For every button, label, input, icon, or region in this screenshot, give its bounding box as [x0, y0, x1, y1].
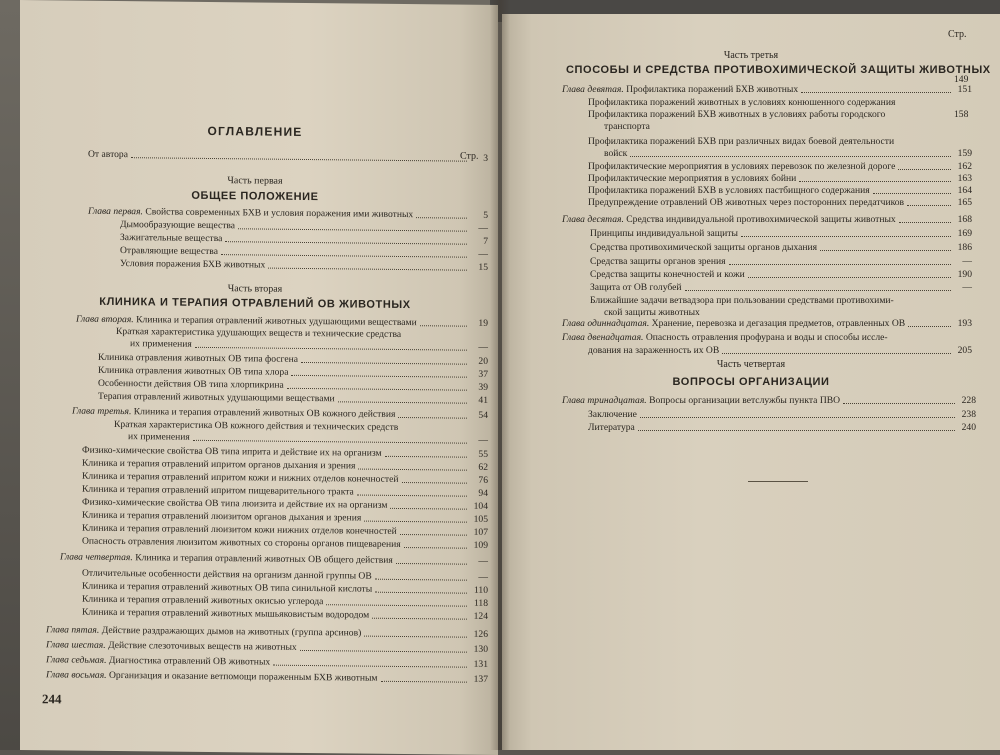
part-label: Часть первая: [227, 175, 283, 187]
toc-chapter[interactable]: дования на зараженность их ОВ 205: [588, 345, 972, 356]
toc-chapter[interactable]: Глава десятая. Средства индивидуальной противохимической защиты животных 168: [562, 214, 972, 225]
toc-entry[interactable]: их применения —: [130, 338, 488, 353]
toc-chapter[interactable]: Глава тринадцатая. Вопросы организации ветслужбы пункта ПВО 228: [562, 395, 976, 406]
toc-entry[interactable]: Профилактические мероприятия в условиях перевозок по железной дороге 162: [588, 161, 972, 172]
toc-entry[interactable]: Особенности действия ОВ типа хлорпикрина 39: [98, 377, 488, 393]
toc-entry[interactable]: Физико-химические свойства ОВ типа иприта и действие их на организм 55: [82, 444, 488, 460]
toc-chapter[interactable]: Глава шестая. Действие слезоточивых веществ на животных 130: [46, 639, 488, 655]
left-page: [20, 0, 498, 755]
toc-entry[interactable]: Литература 240: [588, 422, 976, 433]
toc-page: 158: [954, 109, 969, 120]
toc-entry-line: Ближайшие задачи ветвадзора при пользовании средствами противохими-: [590, 295, 894, 306]
end-rule: [748, 481, 808, 482]
toc-entry[interactable]: Физико-химические свойства ОВ типа люизита и действие их на организм 104: [82, 496, 488, 512]
toc-entry-line: транспорта: [604, 121, 650, 132]
toc-chapter[interactable]: Глава одиннадцатая. Хранение, перевозка и дегазация предметов, отравленных ОВ 193: [562, 318, 972, 329]
toc-entry[interactable]: Отличительные особенности действия на организм данной группы ОВ —: [82, 567, 488, 583]
part-page: 149: [954, 74, 969, 85]
toc-chapter[interactable]: Глава седьмая. Диагностика отравлений ОВ животных 131: [46, 654, 488, 670]
toc-entry[interactable]: Предупреждение отравлений ОВ животных через посторонних передатчиков 165: [588, 197, 972, 208]
toc-entry[interactable]: Средства защиты органов зрения —: [590, 256, 972, 267]
toc-entry[interactable]: Клиника отравления животных ОВ типа фосгена 20: [98, 351, 488, 367]
right-page: [502, 14, 1000, 750]
toc-entry[interactable]: Клиника и терапия отравлений животных ОВ типа синильной кислоты 110: [82, 580, 488, 596]
toc-entry[interactable]: Клиника и терапия отравлений люизитом кожи нижних отделов конечностей 107: [82, 522, 488, 538]
toc-chapter[interactable]: Глава восьмая. Организация и оказание ветпомощи пораженным БХВ животным 137: [46, 669, 488, 685]
page-column-label: Стр.: [948, 29, 967, 40]
toc-entry[interactable]: Профилактические мероприятия в условиях бойни 163: [588, 173, 972, 184]
toc-entry[interactable]: их применения —: [128, 431, 488, 446]
toc-entry[interactable]: Клиника и терапия отравлений люизитом органов дыхания и зрения 105: [82, 509, 488, 525]
toc-entry[interactable]: Принципы индивидуальной защиты 169: [590, 228, 972, 239]
toc-chapter[interactable]: Глава девятая. Профилактика поражений БХВ животных 151: [562, 84, 972, 95]
toc-entry-from-author[interactable]: От автора 3: [88, 148, 488, 164]
toc-entry[interactable]: Условия поражения БХВ животных 15: [120, 258, 488, 273]
part-heading: ОБЩЕЕ ПОЛОЖЕНИЕ: [191, 189, 319, 204]
page-title: ОГЛАВЛЕНИЕ: [207, 123, 303, 139]
toc-entry-line: Профилактика поражений БХВ животных в условиях работы городского: [588, 109, 886, 120]
page-column-label: Стр.: [460, 150, 479, 162]
toc-entry[interactable]: Средства защиты конечностей и кожи 190: [590, 269, 972, 280]
toc-chapter-line: Глава двенадцатая. Опасность отравления профурана и воды и способы иссле-: [562, 332, 888, 343]
toc-entry[interactable]: Клиника и терапия отравлений ипритом кожи и нижних отделов конечностей 76: [82, 470, 488, 486]
toc-chapter[interactable]: Глава третья. Клиника и терапия отравлений животных ОВ кожного действия 54: [72, 405, 488, 421]
toc-entry[interactable]: Клиника и терапия отравлений животных мышьяковистым водородом 124: [82, 606, 488, 622]
toc-entry-line: Профилактика поражений БХВ при различных видах боевой деятельности: [588, 136, 895, 147]
toc-entry[interactable]: Защита от ОВ голубей —: [590, 282, 972, 293]
toc-entry[interactable]: Заключение 238: [588, 409, 976, 420]
toc-chapter[interactable]: Глава вторая. Клиника и терапия отравлений животных удушающими веществами 19: [76, 313, 488, 329]
toc-entry[interactable]: Средства противохимической защиты органов дыхания 186: [590, 242, 972, 253]
toc-entry[interactable]: Зажигательные вещества 7: [120, 232, 488, 247]
toc-entry-line: ской защиты животных: [604, 307, 700, 318]
toc-entry[interactable]: Опасность отравления люизитом животных со стороны органов пищеварения 109: [82, 535, 488, 551]
toc-entry[interactable]: Профилактика поражений БХВ в условиях пастбищного содержания 164: [588, 185, 972, 196]
part-heading: СПОСОБЫ И СРЕДСТВА ПРОТИВОХИМИЧЕСКОЙ ЗАЩИТЫ ЖИВОТНЫХ: [566, 64, 991, 76]
toc-chapter[interactable]: Глава четвертая. Клиника и терапия отравлений животных ОВ общего действия —: [60, 551, 488, 567]
part-heading: ВОПРОСЫ ОРГАНИЗАЦИИ: [672, 376, 830, 388]
toc-entry[interactable]: Отравляющие вещества —: [120, 245, 488, 260]
toc-entry[interactable]: Клиника и терапия отравлений ипритом пищеварительного тракта 94: [82, 483, 488, 499]
toc-entry-line: Профилактика поражений животных в условиях конюшенного содержания: [588, 97, 896, 108]
part-heading: КЛИНИКА И ТЕРАПИЯ ОТРАВЛЕНИЙ ОВ ЖИВОТНЫХ: [99, 295, 411, 312]
toc-entry[interactable]: Дымообразующие вещества —: [120, 219, 488, 234]
toc-entry[interactable]: Терапия отравлений животных удушающими веществами 41: [98, 390, 488, 406]
part-label: Часть третья: [723, 50, 779, 61]
toc-entry-line: Краткая характеристика удушающих веществ и технические средства: [116, 326, 402, 340]
toc-entry[interactable]: войск 159: [604, 148, 972, 159]
toc-chapter[interactable]: Глава первая. Свойства современных БХВ и условия поражения ими животных 5: [88, 205, 488, 221]
page-number: 244: [42, 691, 62, 707]
toc-entry[interactable]: Клиника и терапия отравлений животных окисью углерода 118: [82, 593, 488, 609]
book-gutter: [490, 0, 510, 750]
part-label: Часть четвертая: [716, 359, 786, 370]
toc-entry[interactable]: Клиника отравления животных ОВ типа хлора 37: [98, 364, 488, 380]
toc-chapter[interactable]: Глава пятая. Действие раздражающих дымов на животных (группа арсинов) 126: [46, 624, 488, 640]
toc-entry[interactable]: Клиника и терапия отравлений ипритом органов дыхания и зрения 62: [82, 457, 488, 473]
toc-entry-line: Краткая характеристика ОВ кожного действия и технических средств: [114, 418, 399, 433]
part-label: Часть вторая: [227, 283, 283, 295]
